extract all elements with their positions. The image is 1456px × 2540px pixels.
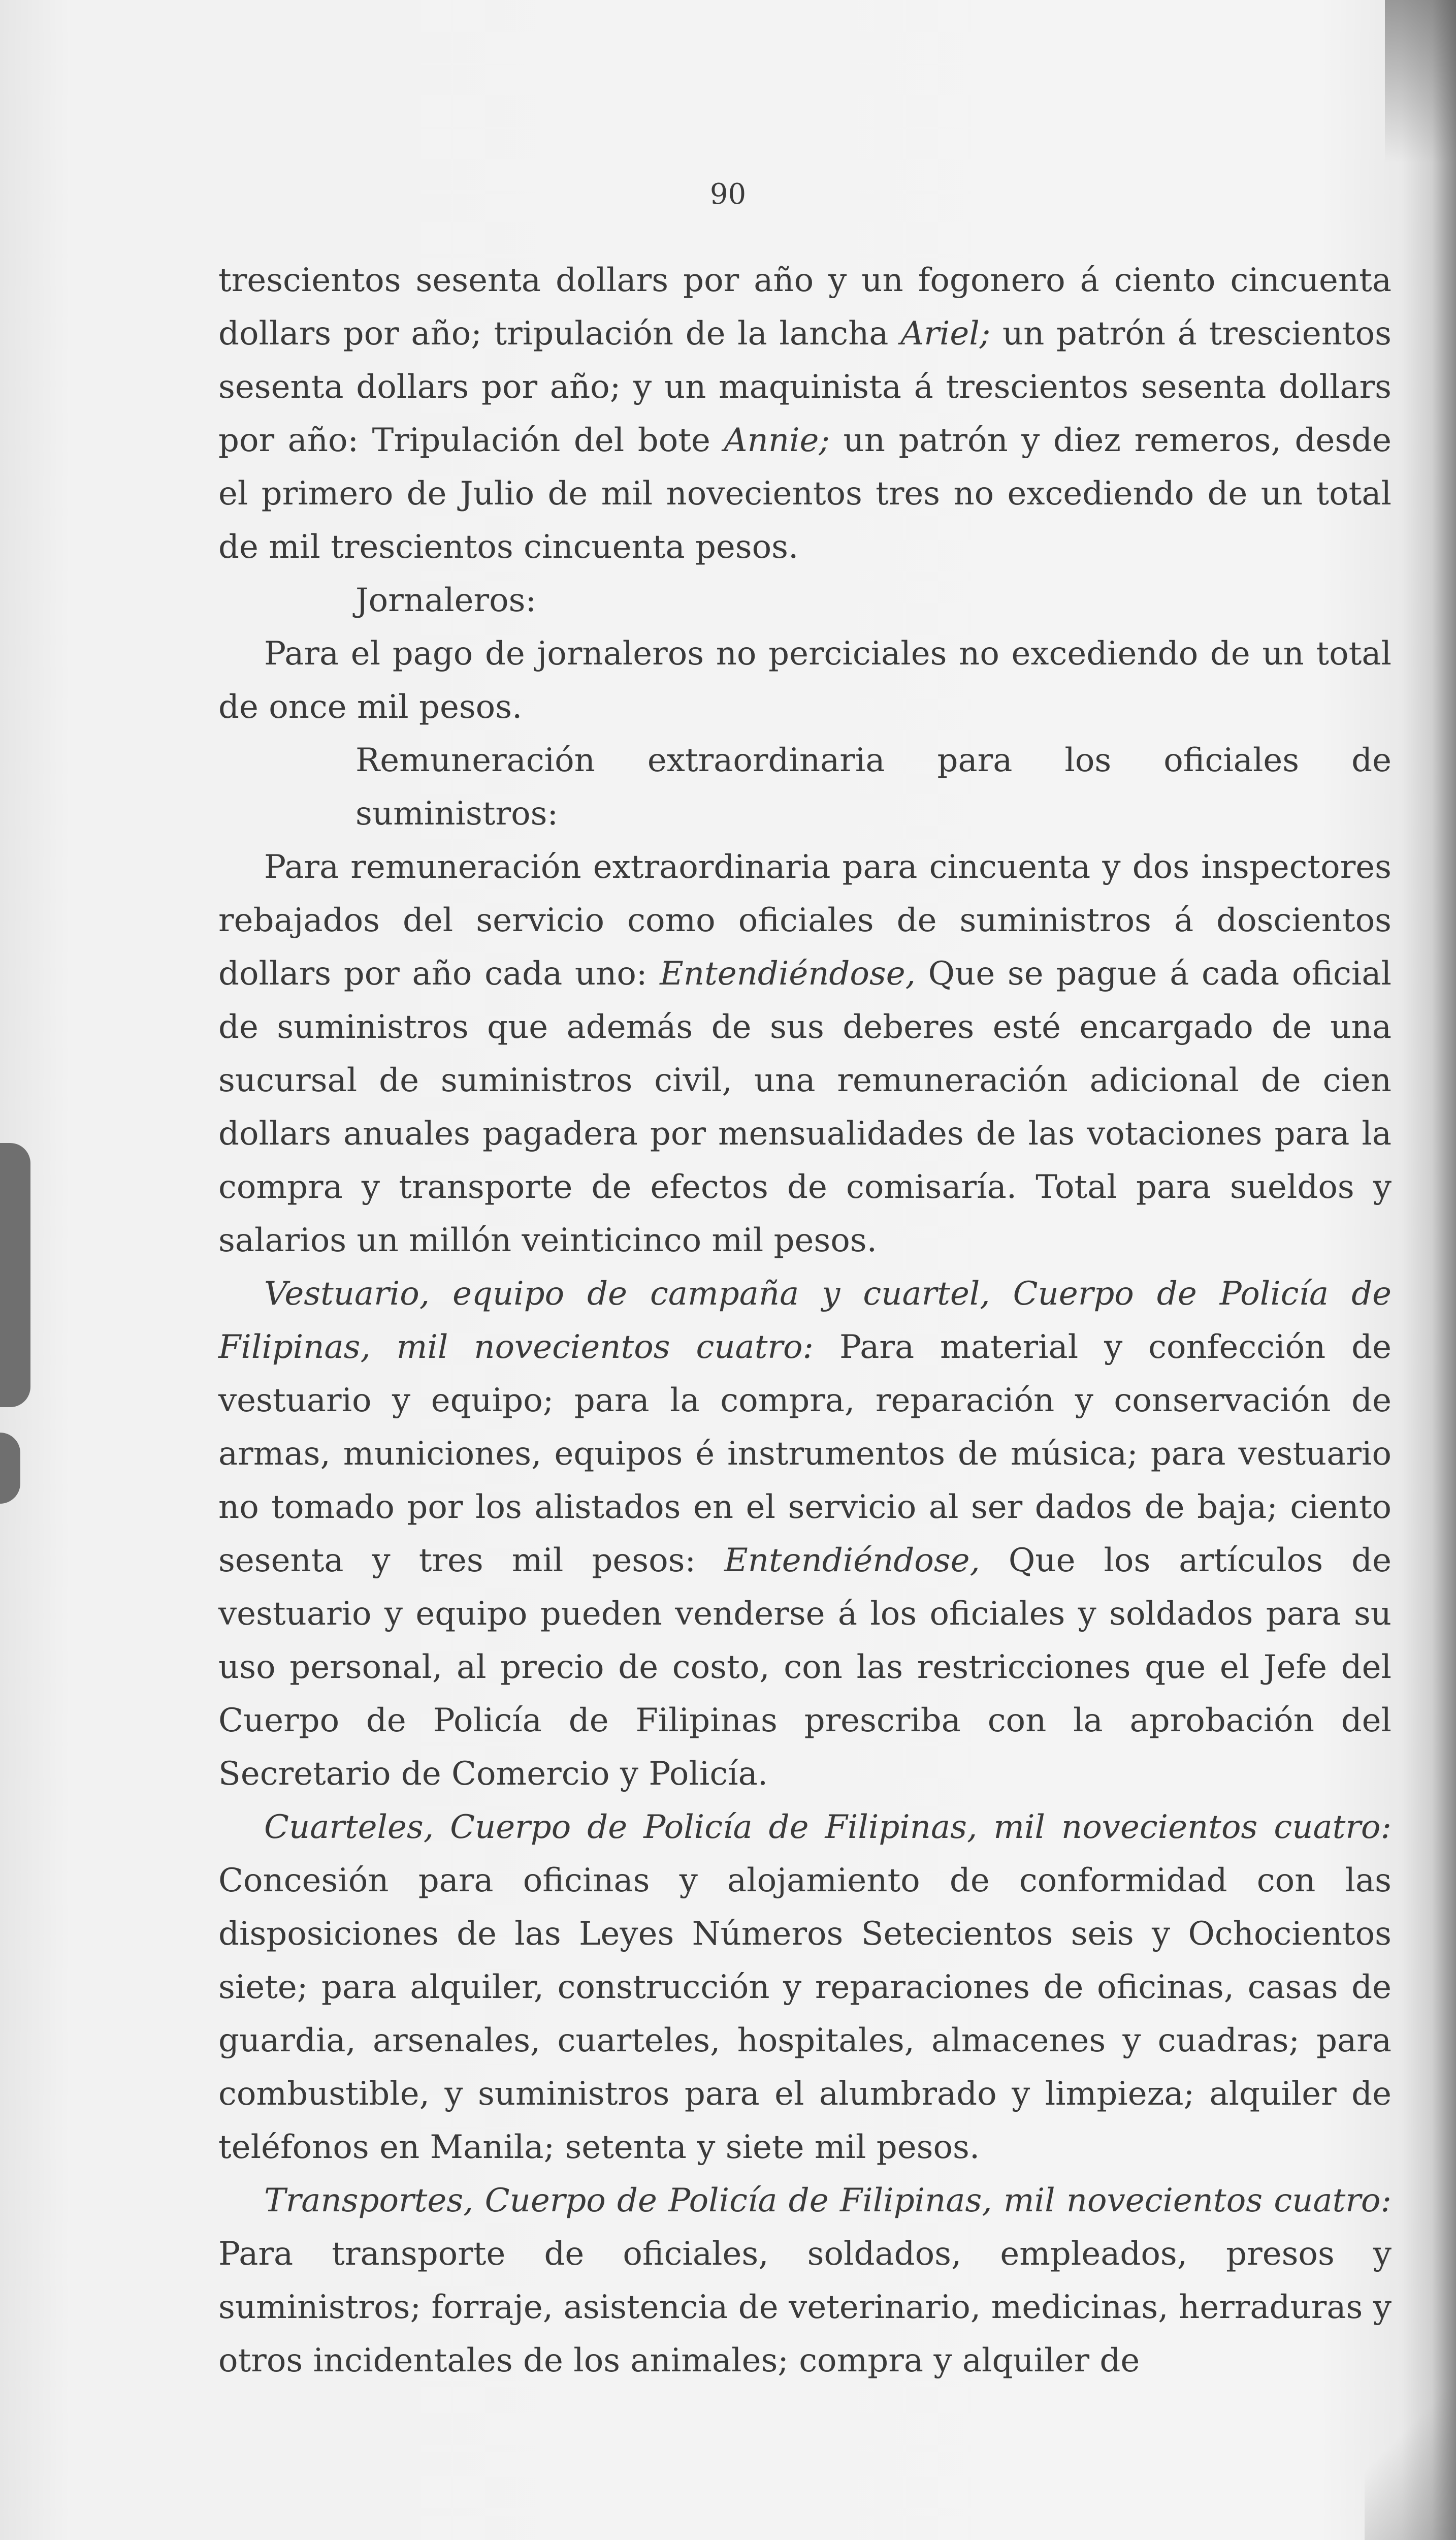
- scan-margin-mark: [0, 1143, 30, 1407]
- page-number: 90: [709, 178, 747, 211]
- text-run: trescientos sesenta dollars por año y un fogonero á ciento cincuenta dollars por año; tripulación de la lancha: [218, 262, 1392, 353]
- italic-text: Entendiéndose,: [660, 955, 916, 993]
- paragraph-p4: [218, 734, 1392, 841]
- scan-margin-mark: [0, 1433, 20, 1504]
- text-run: Concesión para oficinas y alojamiento de conformidad con las disposiciones de las Leyes Números Setecientos seis y Ochocientos siete; para alquiler, construcción y reparaciones de oficinas, casas de guardia, arsenales, cuarteles, hospitales, almacenes y cuadras; para combustible, y suministros para el alumbrado y limpieza; alquiler de teléfonos en Manila; setenta y siete mil pesos.: [218, 1862, 1392, 2166]
- page-edge-shadow: [1385, 0, 1456, 163]
- italic-text: Annie;: [724, 422, 830, 459]
- paragraph-p7: [218, 1801, 1392, 2174]
- text-run: Remuneración extraordinaria para los oficiales de suministros:: [355, 742, 1392, 833]
- text-run: Para material y confección de vestuario y equipo; para la compra, reparación y conservación de armas, municiones, equipos é instrumentos de música; para vestuario no tomado por los alistados en el servicio al ser dados de baja; ciento sesenta y tres mil pesos:: [218, 1328, 1392, 1579]
- paragraph-p2: [218, 574, 1392, 627]
- italic-text: Cuarteles, Cuerpo de Policía de Filipinas, mil novecientos cuatro:: [264, 1808, 1392, 1846]
- paragraph-p6: [218, 1267, 1392, 1801]
- paragraph-p3: [218, 627, 1392, 734]
- text-run: Para remuneración extraordinaria para cincuenta y dos inspectores rebajados del servicio como oficiales de suministros á doscientos dollars por año cada uno:: [218, 848, 1392, 993]
- text-run: Para transporte de oficiales, soldados, empleados, presos y suministros; forraje, asistencia de veterinario, medicinas, herraduras y otros incidentales de los animales; compra y alquiler de: [218, 2235, 1392, 2379]
- text-run: Que se pague á cada oficial de suministros que además de sus deberes esté encargado de una sucursal de suministros civil, una remuneración adicional de cien dollars anuales pagadera por mensualidades de las votaciones para la compra y transporte de efectos de comisaría. Total para sueldos y salarios un millón veinticinco mil pesos.: [218, 955, 1392, 1259]
- italic-text: Entendiéndose,: [724, 1542, 980, 1579]
- italic-text: Transportes, Cuerpo de Policía de Filipinas, mil novecientos cuatro:: [264, 2182, 1392, 2219]
- text-run: un patrón y diez remeros, desde el primero de Julio de mil novecientos tres no excediendo de un total de mil trescientos cincuenta pesos.: [218, 422, 1392, 566]
- text-run: un patrón á trescientos sesenta dollars por año; y un maquinista á trescientos sesenta dollars por año: Tripulación del bote: [218, 315, 1392, 459]
- document-body: [218, 254, 1392, 2388]
- italic-text: Ariel;: [900, 315, 991, 353]
- paragraph-p5: [218, 841, 1392, 1267]
- text-run: Jornaleros:: [355, 582, 537, 619]
- paragraph-p8: [218, 2174, 1392, 2388]
- text-run: Para el pago de jornaleros no perciciales no excediendo de un total de once mil pesos.: [218, 635, 1392, 726]
- italic-text: Vestuario, equipo de campaña y cuartel, Cuerpo de Policía de Filipinas, mil novecientos cuatro:: [218, 1275, 1392, 1366]
- text-run: Que los artículos de vestuario y equipo pueden venderse á los oficiales y soldados para su uso personal, al precio de costo, con las restricciones que el Jefe del Cuerpo de Policía de Filipinas prescriba con la aprobación del Secretario de Comercio y Policía.: [218, 1542, 1392, 1793]
- paragraph-p1: [218, 254, 1392, 574]
